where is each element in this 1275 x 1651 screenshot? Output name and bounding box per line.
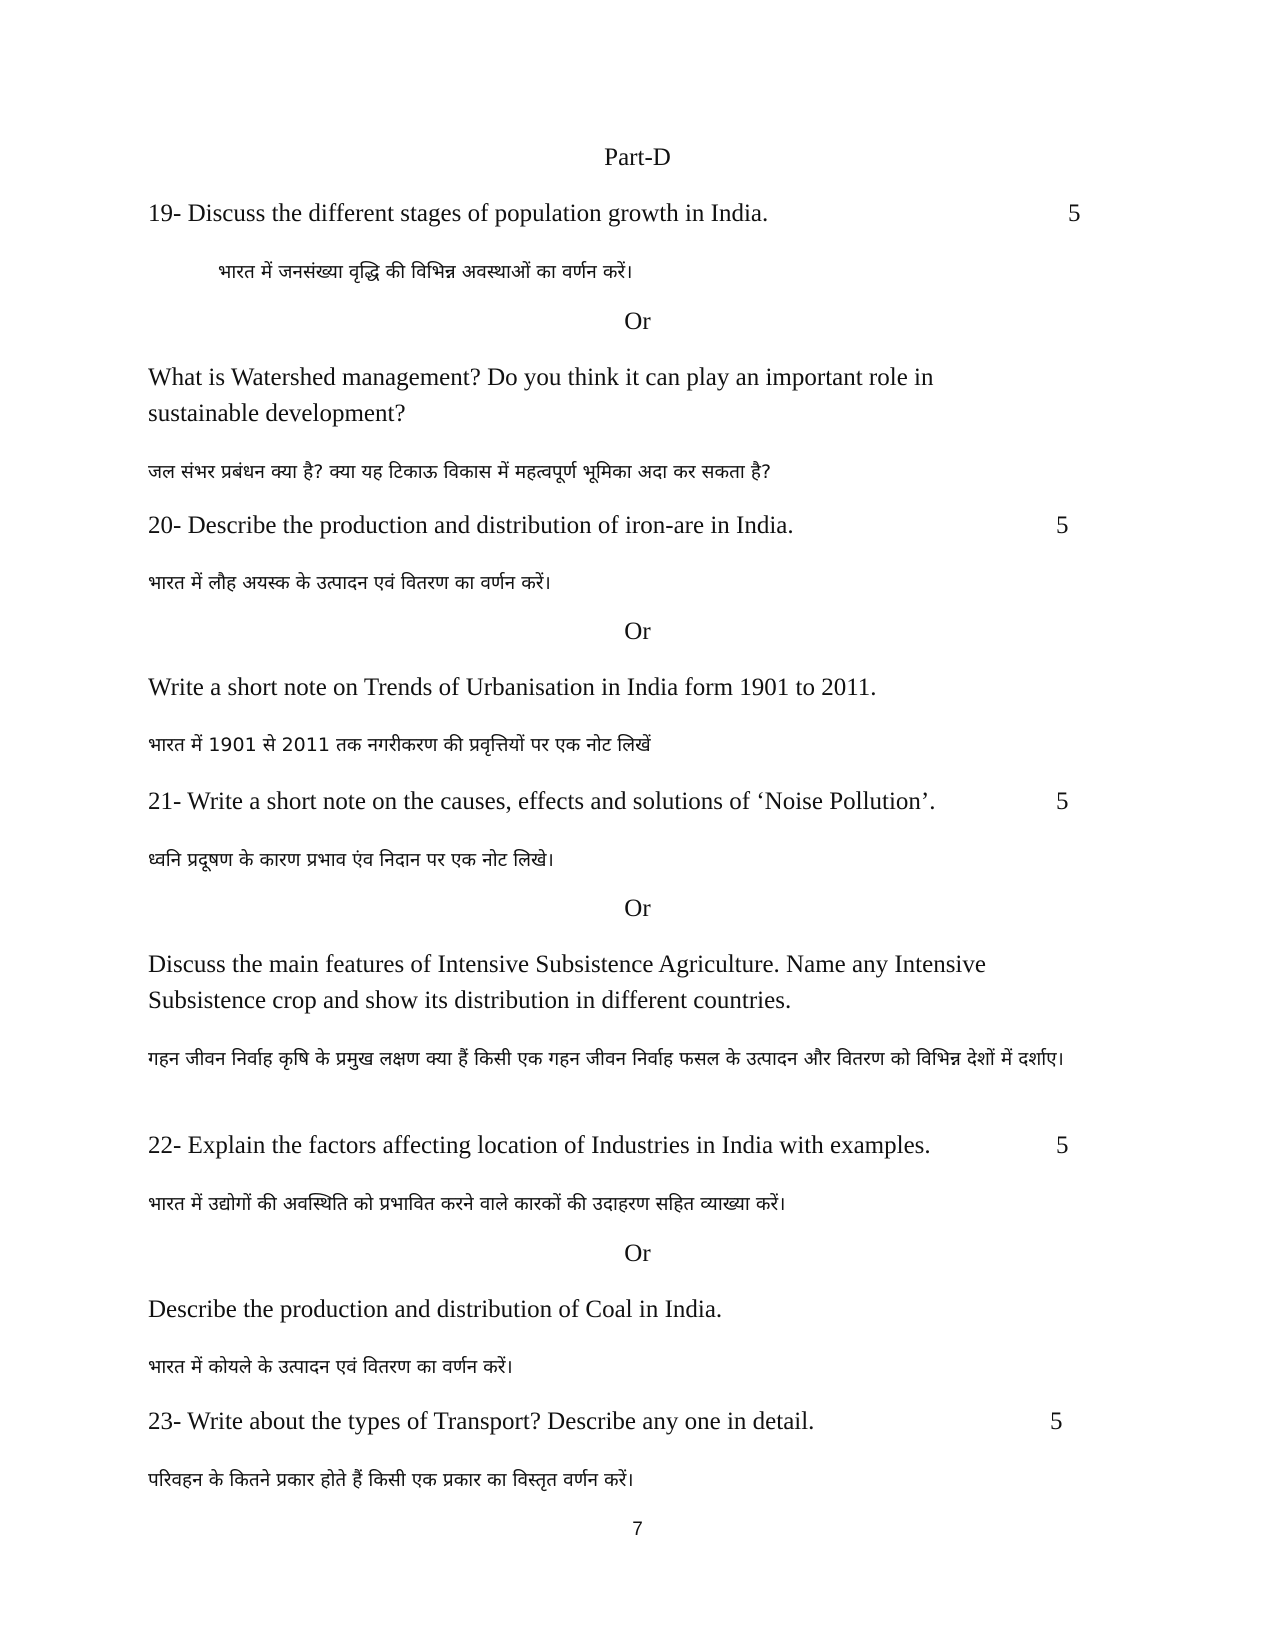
question-22-alternative-hindi: भारत में कोयले के उत्पादन एवं वितरण का वर्णन करें। [148,1356,513,1378]
or-separator: Or [624,618,651,645]
question-21-text: 21- Write a short note on the causes, effects and solutions of ‘Noise Pollution’. [148,788,936,815]
question-21-hindi: ध्वनि प्रदूषण के कारण प्रभाव एंव निदान पर एक नोट लिखे। [148,849,554,871]
question-19-hindi: भारत में जनसंख्या वृद्धि की विभिन्न अवस्थाओं का वर्णन करें। [218,261,633,283]
question-20-text: 20- Describe the production and distribution of iron-are in India. [148,512,794,539]
question-19-text: 19- Discuss the different stages of population growth in India. [148,200,769,227]
question-21-marks: 5 [1056,788,1069,815]
or-separator: Or [624,308,651,335]
question-20-hindi: भारत में लौह अयस्क के उत्पादन एवं वितरण का वर्णन करें। [148,572,551,594]
question-19-alternative-hindi: जल संभर प्रबंधन क्या है? क्या यह टिकाऊ विकास में महत्वपूर्ण भूमिका अदा कर सकता है? [148,461,772,483]
question-20-marks: 5 [1056,512,1069,539]
question-22-hindi: भारत में उद्योगों की अवस्थिति को प्रभावित करने वाले कारकों की उदाहरण सहित व्याख्या करें। [148,1193,786,1215]
or-separator: Or [624,1240,651,1267]
question-20-alternative-text: Write a short note on Trends of Urbanisation in India form 1901 to 2011. [148,674,877,701]
page-number: 7 [632,1519,643,1540]
question-23-marks: 5 [1050,1408,1063,1435]
question-21-alternative-hindi: गहन जीवन निर्वाह कृषि के प्रमुख लक्षण क्या हैं किसी एक गहन जीवन निर्वाह फसल के उत्पादन और वितरण को विभिन्न देशों में दर्शाए। [148,1048,1064,1070]
question-23-hindi: परिवहन के कितने प्रकार होते हैं किसी एक प्रकार का विस्तृत वर्णन करें। [148,1469,634,1491]
question-23-text: 23- Write about the types of Transport? Describe any one in detail. [148,1408,815,1435]
question-19-alternative-text: What is Watershed management? Do you think it can play an important role in sustainable development? [148,364,934,427]
question-22-marks: 5 [1056,1132,1069,1159]
question-21-alternative-text: Discuss the main features of Intensive Subsistence Agriculture. Name any Intensive Subsistence crop and show its distribution in different countries. [148,951,986,1014]
part-title: Part-D [604,144,671,171]
question-20-alternative-hindi: भारत में 1901 से 2011 तक नगरीकरण की प्रवृत्तियों पर एक नोट लिखें [148,734,651,756]
question-19-marks: 5 [1068,200,1081,227]
question-22-text: 22- Explain the factors affecting location of Industries in India with examples. [148,1132,931,1159]
question-22-alternative-text: Describe the production and distribution of Coal in India. [148,1296,723,1323]
or-separator: Or [624,895,651,922]
